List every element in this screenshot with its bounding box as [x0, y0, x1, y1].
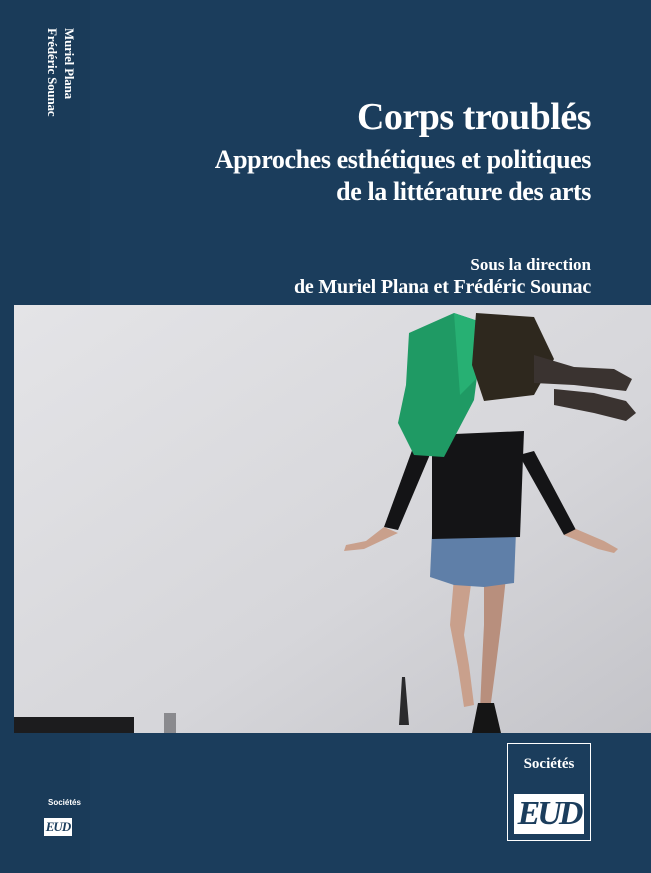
subtitle-line-1: Approches esthétiques et politiques	[214, 145, 591, 174]
spine-authors	[44, 28, 78, 116]
spine-collection-name: Sociétés	[48, 798, 81, 807]
collection-name: Sociétés	[523, 756, 575, 772]
collection-badge	[507, 743, 591, 841]
direction-label: Sous la direction	[470, 255, 591, 274]
performer-photo-illustration	[14, 305, 651, 733]
book-subtitle	[215, 144, 591, 208]
spine-author-2: Frédéric Sounac	[45, 28, 60, 117]
book-title: Corps troublés	[356, 96, 591, 138]
spine-eud-logo: EUD	[45, 819, 71, 834]
subtitle-line-2: de la littérature des arts	[336, 177, 591, 206]
spine-author-1: Muriel Plana	[62, 28, 77, 99]
eud-logo: EUD	[514, 794, 584, 834]
cover-photo	[14, 305, 651, 733]
editors-line: de Muriel Plana et Frédéric Sounac	[293, 276, 591, 298]
